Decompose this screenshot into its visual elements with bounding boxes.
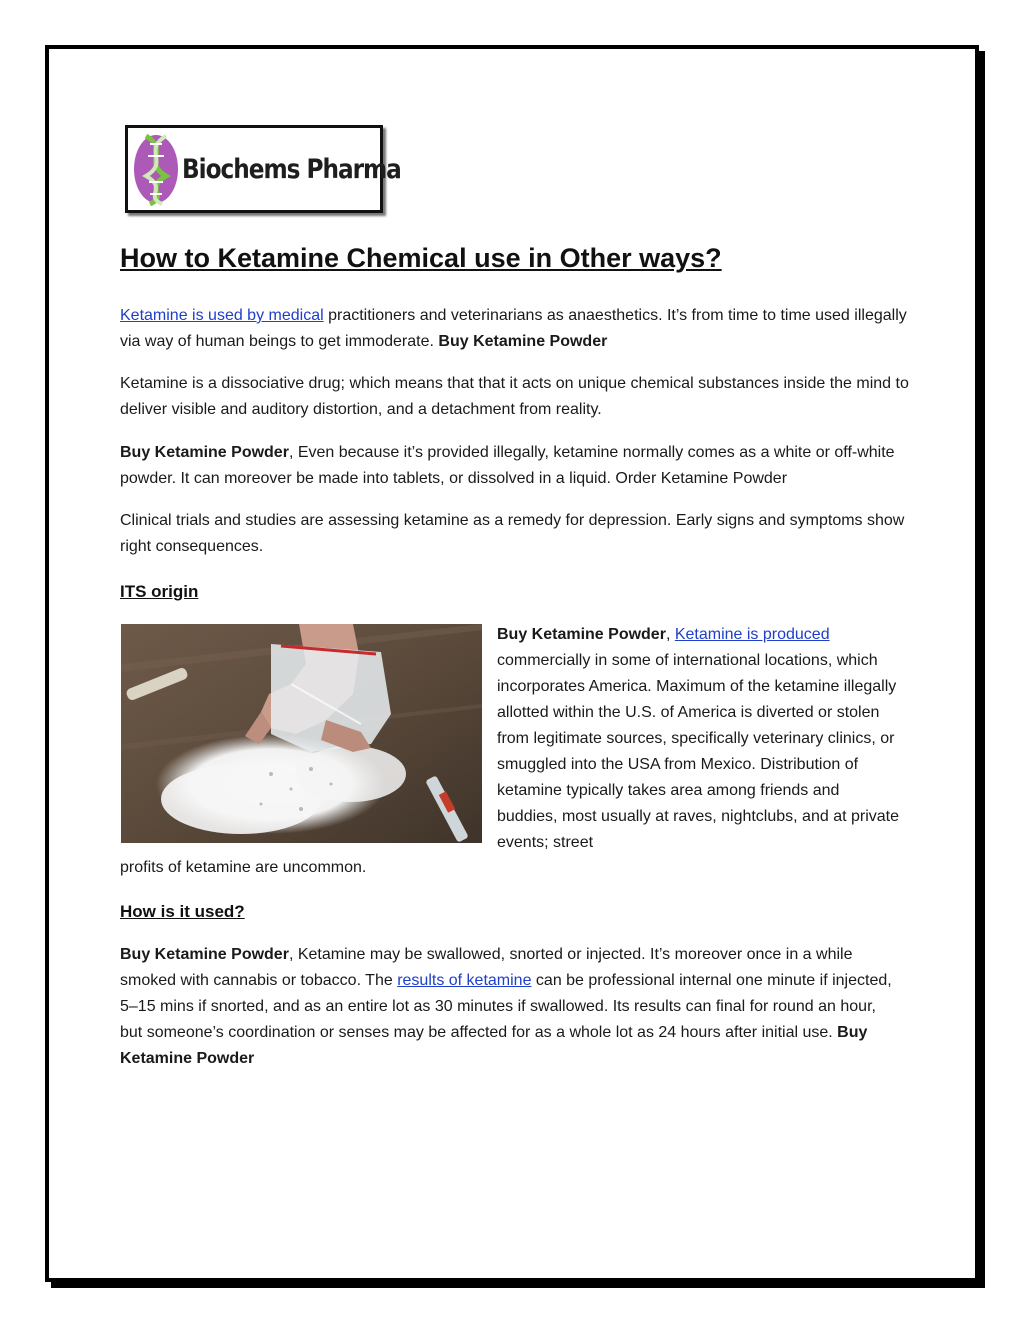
heading-how-is-it-used: How is it used? — [120, 902, 245, 921]
page-title: How to Ketamine Chemical use in Other ways? — [120, 243, 722, 273]
link-ketamine-used-by-medical[interactable]: Ketamine is used by medical — [120, 307, 324, 324]
paragraph-clinical: Clinical trials and studies are assessing ketamine as a remedy for depression. Early signs and symptoms show right consequences. — [120, 512, 905, 555]
paragraph-dissociative: Ketamine is a dissociative drug; which means that that it acts on unique chemical substances inside the mind to deliver visible and auditory distortion, and a detachment from reality. — [120, 375, 909, 418]
logo-text: Biochems Pharma — [182, 153, 401, 185]
origin-tail-text: profits of ketamine are uncommon. — [120, 859, 367, 876]
origin-side-text: Buy Ketamine Powder, Ketamine is produced commercially in some of international locations, which incorporates America. Maximum of the ketamine illegally allotted within the U.S. of America is diverted or stolen from legitimate sources, specifically veterinary clinics, or smuggled into the USA from Mexico. Distribution of ketamine typically takes area among friends and buddies, most usually at raves, nightclubs, and at private events; street — [497, 626, 899, 851]
link-results-of-ketamine[interactable]: results of ketamine — [397, 972, 532, 989]
dna-helix-icon — [132, 132, 180, 206]
link-ketamine-is-produced[interactable]: Ketamine is produced — [674, 626, 830, 643]
heading-its-origin: ITS origin — [120, 582, 199, 601]
paragraph-powder: Buy Ketamine Powder, Even because it’s provided illegally, ketamine normally comes as a white or off-white powder. It can moreover be made into tablets, or dissolved in a liquid. Order Ketamine Powder — [120, 444, 895, 487]
paragraph-how-used: Buy Ketamine Powder, Ketamine may be swallowed, snorted or injected. It’s moreover once in a while smoked with cannabis or tobacco. The results of ketamine can be professional internal one minute if injected, 5–15 mins if snorted, and as an entire lot as 30 minutes if swallowed. Its results can final for round an hour, but someone’s coordination or senses may be affected for as a whole lot as 24 hours after initial use. Buy Ketamine Powder — [120, 946, 892, 1067]
paragraph-intro: Ketamine is used by medical practitioners and veterinarians as anaesthetics. It’s from time to time used illegally via way of human beings to get immoderate. Buy Ketamine Powder — [120, 307, 907, 350]
ketamine-powder-photo — [121, 624, 482, 843]
biochems-pharma-logo — [125, 125, 401, 213]
